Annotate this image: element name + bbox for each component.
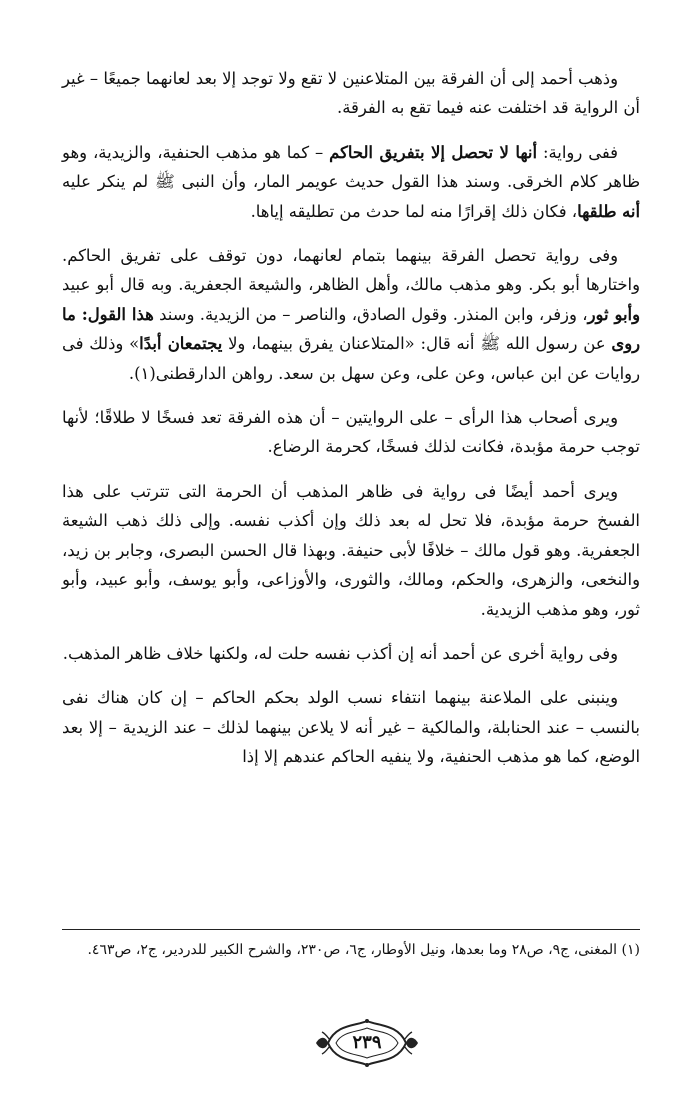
text-run: » وذلك فى روايات عن ابن عباس، وعن على، وعن سهل بن سعد. رواهن الدارقطنى (62, 334, 640, 383)
bold-phrase: أنها لا تحصل إلا بتفريق الحاكم (329, 142, 538, 162)
footnote: (١) المغنى، ج٩، ص٢٨ وما بعدها، ونيل الأوطار، ج٦، ص٢٣٠، والشرح الكبير للدردير، ج٢، ص٤٦٣. (87, 942, 640, 958)
text-run: وينبنى على الملاعنة بينهما انتفاء نسب الولد بحكم الحاكم – إن كان هناك نفى بالنسب – عند الحنابلة، والمالكية – غير أنه لا يلاعن بينهما لذلك – عند الزيدية – إلا بعد الوضع، كما هو مذهب الحنفية، ولا ينفيه الحاكم عندهم إلا إذا (62, 688, 640, 767)
paragraph (62, 639, 640, 668)
text-run: (١) (134, 363, 156, 383)
bold-phrase: هذا القول: ما روى (62, 304, 641, 354)
paragraph (62, 64, 640, 123)
text-run: ويرى أحمد أيضًا فى رواية فى ظاهر المذهب أن الحرمة التى تترتب على هذا الفسخ حرمة مؤبدة، فلا تحل له بعد ذلك وإن أكذب نفسه. وإلى ذلك ذهب الشيعة الجعفرية. وهو قول مالك – خلافًا لأبى حنيفة. وبهذا قال الحسن البصرى، وجابر بن زيد، والنخعى، والزهرى، والحكم، ومالك، والثورى، والأوزاعى، وأبو يوسف، وأبو عبيد، وأبو ثور، وهو مذهب الزيدية. (62, 481, 640, 619)
page-number: ٢٣٩ (352, 1032, 382, 1053)
paragraph (62, 138, 640, 226)
bold-phrase: وأبو ثور (587, 304, 640, 324)
footnote-divider (62, 929, 640, 930)
paragraph (62, 683, 640, 771)
bold-phrase: يجتمعان أبدًا (139, 334, 223, 354)
text-run: وفى رواية أخرى عن أحمد أنه إن أكذب نفسه حلت له، ولكنها خلاف ظاهر المذهب. (62, 643, 618, 663)
text-run: ففى رواية: (537, 142, 618, 162)
text-run: عن رسول الله ﷺ أنه قال: «المتلاعنان يفرق بينهما، ولا (222, 334, 612, 354)
paragraph (62, 241, 640, 388)
bold-phrase: أنه طلقها (577, 201, 640, 221)
text-run: وفى رواية تحصل الفرقة بينهما بتمام لعانهما، دون توقف على تفريق الحاكم. واختارها أبو بكر. وهو مذهب مالك، وأهل الظاهر، والشيعة الجعفرية. وبه قال أبو عبيد (62, 246, 640, 295)
text-run: – كما هو مذهب الحنفية، والزيدية، وهو ظاهر كلام الخرقى. وسند هذا القول حديث عويمر المار، وأن النبى ﷺ لم ينكر عليه (62, 142, 640, 192)
main-text (62, 64, 640, 787)
text-run: . (128, 363, 135, 383)
text-run: ويرى أصحاب هذا الرأى – على الروايتين – أن هذه الفرقة تعد فسخًا لا طلاقًا؛ لأنها توجب حرمة مؤبدة، فكانت لذلك فسخًا، كحرمة الرضاع. (62, 408, 640, 457)
paragraph (62, 477, 640, 624)
paragraph (62, 403, 640, 462)
text-run: ، فكان ذلك إقرارًا منه لما حدث من تطليقه إياها. (250, 201, 578, 221)
text-run: وذهب أحمد إلى أن الفرقة بين المتلاعنين لا تقع ولا توجد إلا بعد لعانهما جميعًا – غير أن الرواية قد اختلفت عنه فيما تقع به الفرقة. (62, 69, 640, 118)
text-run: ، وزفر، وابن المنذر. وقول الصادق، والناصر – من الزيدية. وسند (153, 304, 588, 324)
